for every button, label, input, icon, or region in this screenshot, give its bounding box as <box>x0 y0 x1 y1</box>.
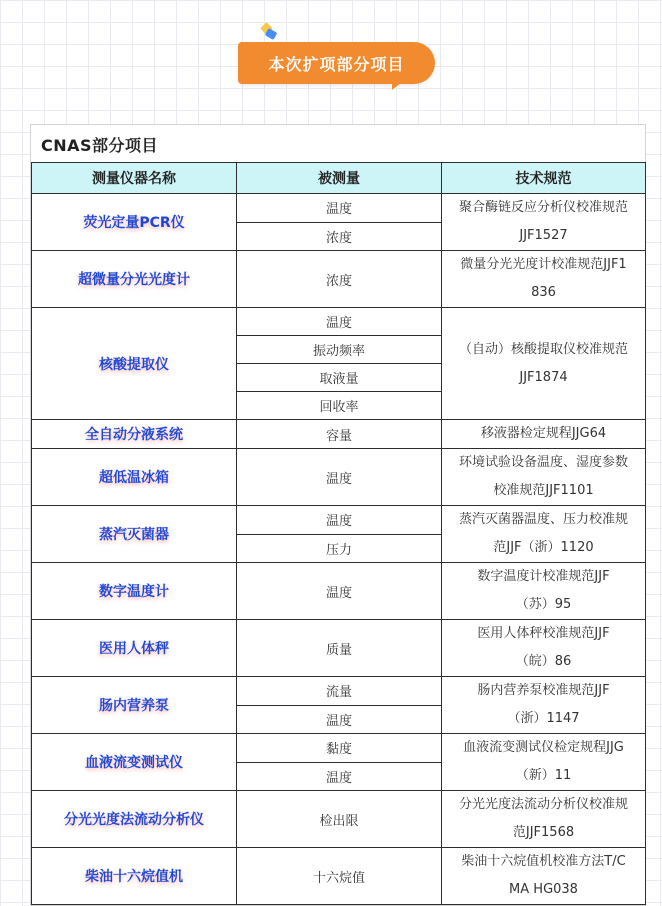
spec-line: （自动）核酸提取仪校准规范 <box>458 341 628 357</box>
spec-line: （新）11 <box>515 768 572 783</box>
spec-line: （浙）1147 <box>507 711 580 726</box>
instrument-name: 肠内营养泵 <box>32 677 237 734</box>
measurand: 检出限 <box>237 791 442 848</box>
spec-cell <box>442 308 646 420</box>
instrument-name: 蒸汽灭菌器 <box>32 506 237 563</box>
table-row <box>32 563 646 620</box>
table-row <box>32 791 646 848</box>
instrument-name: 血液流变测试仪 <box>32 734 237 791</box>
spec-line: 柴油十六烷值机校准方法T/C <box>461 854 626 869</box>
measurand: 温度 <box>237 449 442 506</box>
measurand: 回收率 <box>237 392 442 420</box>
measurand: 质量 <box>237 620 442 677</box>
table-row <box>32 308 646 336</box>
measurand: 流量 <box>237 677 442 706</box>
spec-cell <box>442 791 646 848</box>
cnas-table <box>31 162 646 905</box>
banner-tail <box>392 82 402 90</box>
spec-line: 医用人体秤校准规范JJF <box>477 626 610 641</box>
spec-cell <box>442 848 646 905</box>
spec-cell <box>442 506 646 563</box>
measurand: 温度 <box>237 705 442 734</box>
spec-line: 836 <box>531 285 556 300</box>
header-spec: 技术规范 <box>442 163 646 194</box>
table-row <box>32 506 646 535</box>
spec-line: 聚合酶链反应分析仪校准规范 <box>458 200 628 215</box>
measurand: 十六烷值 <box>237 848 442 905</box>
measurand: 浓度 <box>237 222 442 251</box>
measurand: 黏度 <box>237 734 442 763</box>
spec-line: 微量分光光度计校准规范JJF1 <box>460 257 627 272</box>
measurand: 压力 <box>237 534 442 563</box>
banner-title: 本次扩项部分项目 <box>238 42 435 84</box>
spec-line: 移液器检定规程JJG64 <box>480 426 607 441</box>
spec-line: 环境试验设备温度、湿度参数 <box>458 455 628 470</box>
spec-line: 范JJF（浙）1120 <box>493 540 594 555</box>
spec-cell <box>442 194 646 251</box>
table-row <box>32 420 646 449</box>
measurand: 温度 <box>237 194 442 223</box>
instrument-name: 医用人体秤 <box>32 620 237 677</box>
measurand: 温度 <box>237 506 442 535</box>
table-row <box>32 734 646 763</box>
measurand: 温度 <box>237 308 442 336</box>
spec-line: 范JJF1568 <box>512 825 575 840</box>
spec-line: （皖）86 <box>515 654 572 669</box>
table-row <box>32 620 646 677</box>
section-banner <box>238 22 438 92</box>
pin-accent-icon <box>265 28 278 40</box>
section-title: CNAS部分项目 <box>41 136 159 155</box>
measurand: 温度 <box>237 563 442 620</box>
table-body <box>32 194 646 905</box>
header-measurand: 被测量 <box>237 163 442 194</box>
measurand: 容量 <box>237 420 442 449</box>
measurand: 浓度 <box>237 251 442 308</box>
table-row <box>32 848 646 905</box>
measurand: 取液量 <box>237 364 442 392</box>
spec-line: 血液流变测试仪检定规程JJG <box>463 740 624 755</box>
instrument-name: 数字温度计 <box>32 563 237 620</box>
instrument-name: 核酸提取仪 <box>32 308 237 420</box>
table-row <box>32 677 646 706</box>
instrument-name: 荧光定量PCR仪 <box>32 194 237 251</box>
table-header-row <box>32 163 646 194</box>
spec-line: JJF1527 <box>519 228 568 243</box>
measurand: 温度 <box>237 762 442 791</box>
instrument-name: 分光光度法流动分析仪 <box>32 791 237 848</box>
spec-line: （苏）95 <box>515 597 572 612</box>
instrument-name: 柴油十六烷值机 <box>32 848 237 905</box>
spec-cell <box>442 734 646 791</box>
measurand: 振动频率 <box>237 336 442 364</box>
table-row <box>32 449 646 506</box>
table-row <box>32 194 646 223</box>
spec-line: 分光光度法流动分析仪校准规 <box>458 797 628 812</box>
spec-cell <box>442 251 646 308</box>
instrument-name: 超低温冰箱 <box>32 449 237 506</box>
spec-line: 校准规范JJF1101 <box>493 483 594 498</box>
table-row <box>32 251 646 308</box>
header-instrument: 测量仪器名称 <box>32 163 237 194</box>
instrument-name: 超微量分光光度计 <box>32 251 237 308</box>
spec-cell <box>442 677 646 734</box>
spec-line: MA HG038 <box>509 882 578 897</box>
spec-cell <box>442 449 646 506</box>
cnas-panel <box>30 124 646 906</box>
spec-line: 数字温度计校准规范JJF <box>477 569 610 584</box>
spec-line: 肠内营养泵校准规范JJF <box>477 683 610 698</box>
spec-cell <box>442 563 646 620</box>
spec-cell <box>442 620 646 677</box>
spec-cell <box>442 420 646 449</box>
instrument-name: 全自动分液系统 <box>32 420 237 449</box>
spec-line: JJF1874 <box>519 369 568 385</box>
spec-line: 蒸汽灭菌器温度、压力校准规 <box>458 512 628 527</box>
